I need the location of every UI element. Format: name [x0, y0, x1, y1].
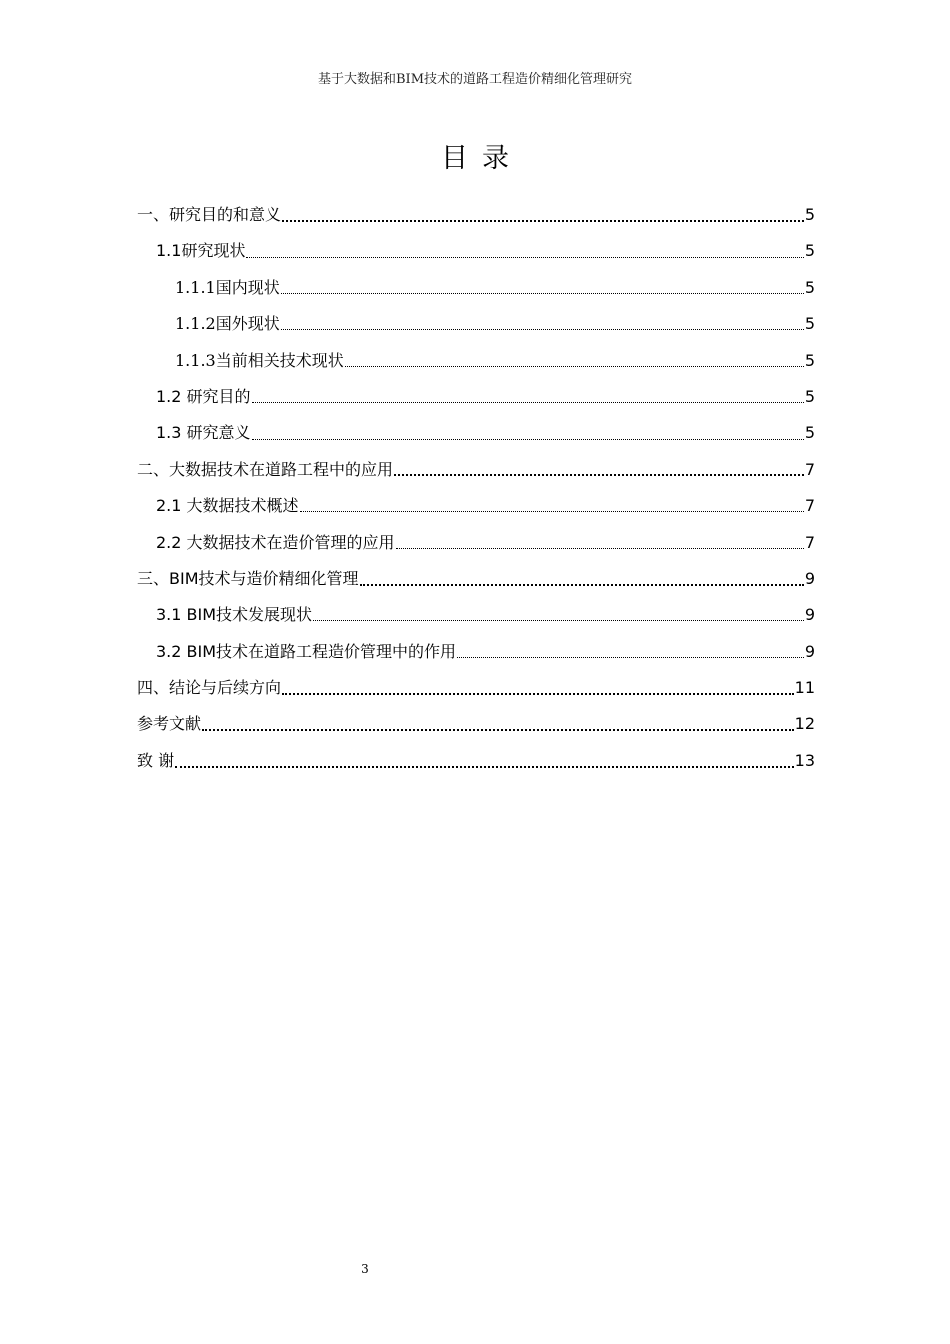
dot-leader	[281, 292, 804, 294]
toc-entry[interactable]	[137, 597, 815, 633]
toc-entry-page: 5	[804, 241, 815, 261]
toc-entry[interactable]	[137, 379, 815, 415]
toc-entry-label: 2.1 大数据技术概述	[156, 496, 299, 516]
dot-leader	[252, 401, 804, 403]
toc-entry-label: 1.2 研究目的	[156, 386, 251, 406]
toc-entry-label: 二、大数据技术在道路工程中的应用	[137, 459, 394, 479]
toc-entry-label: 参考文献	[137, 714, 202, 734]
toc-entry-label: 一、研究目的和意义	[137, 205, 282, 224]
dot-leader	[175, 765, 794, 768]
dot-leader	[282, 219, 804, 222]
table-of-contents	[137, 197, 815, 779]
toc-entry-page: 9	[804, 568, 815, 588]
dot-leader	[313, 619, 804, 621]
toc-entry[interactable]	[137, 561, 815, 597]
toc-entry[interactable]	[137, 415, 815, 451]
toc-entry-page: 5	[804, 423, 815, 443]
toc-entry-page: 7	[804, 459, 815, 479]
toc-entry-page: 12	[794, 714, 815, 734]
toc-entry[interactable]	[137, 197, 815, 233]
toc-entry-page: 5	[804, 350, 815, 370]
toc-entry-page: 11	[794, 678, 815, 698]
toc-entry-page: 5	[804, 205, 815, 224]
toc-entry-page: 7	[804, 496, 815, 516]
toc-title: 目录	[441, 143, 523, 174]
toc-entry[interactable]	[137, 525, 815, 561]
dot-leader	[300, 510, 804, 512]
toc-entry-page: 5	[804, 386, 815, 406]
dot-leader	[396, 547, 804, 549]
toc-entry[interactable]	[137, 670, 815, 706]
toc-entry-label: 2.2 大数据技术在造价管理的应用	[156, 532, 395, 552]
dot-leader	[281, 328, 804, 330]
toc-entry[interactable]	[137, 270, 815, 306]
toc-entry-label: 1.1研究现状	[156, 241, 246, 261]
dot-leader	[246, 256, 803, 258]
toc-entry-page: 5	[804, 277, 815, 297]
toc-entry-label: 1.1.1国内现状	[175, 277, 280, 297]
dot-leader	[202, 728, 794, 731]
toc-entry[interactable]	[137, 452, 815, 488]
toc-entry-label: 四、结论与后续方向	[137, 678, 282, 698]
toc-entry[interactable]	[137, 706, 815, 742]
toc-entry[interactable]	[137, 343, 815, 379]
toc-entry-label: 1.1.2国外现状	[175, 314, 280, 334]
dot-leader	[360, 583, 804, 586]
dot-leader	[457, 656, 804, 658]
toc-entry[interactable]	[137, 488, 815, 524]
toc-entry-label: 3.2 BIM技术在道路工程造价管理中的作用	[156, 641, 457, 661]
toc-entry-page: 7	[804, 532, 815, 552]
toc-entry-page: 13	[794, 750, 815, 770]
dot-leader	[252, 438, 804, 440]
page-number: 3	[361, 1262, 369, 1276]
toc-entry-label: 3.1 BIM技术发展现状	[156, 605, 313, 625]
toc-entry-page: 9	[804, 641, 815, 661]
running-header: 基于大数据和BIM技术的道路工程造价精细化管理研究	[318, 72, 632, 87]
dot-leader	[282, 692, 794, 695]
dot-leader	[345, 365, 804, 367]
toc-entry[interactable]	[137, 306, 815, 342]
toc-entry-label: 1.3 研究意义	[156, 423, 251, 443]
toc-entry-page: 9	[804, 605, 815, 625]
dot-leader	[394, 473, 804, 476]
toc-entry-label: 1.1.3当前相关技术现状	[175, 350, 344, 370]
toc-entry[interactable]	[137, 233, 815, 269]
toc-entry-page: 5	[804, 314, 815, 334]
toc-entry-label: 致 谢	[137, 750, 175, 770]
toc-entry-label: 三、BIM技术与造价精细化管理	[137, 568, 359, 588]
toc-entry[interactable]	[137, 743, 815, 779]
toc-entry[interactable]	[137, 634, 815, 670]
